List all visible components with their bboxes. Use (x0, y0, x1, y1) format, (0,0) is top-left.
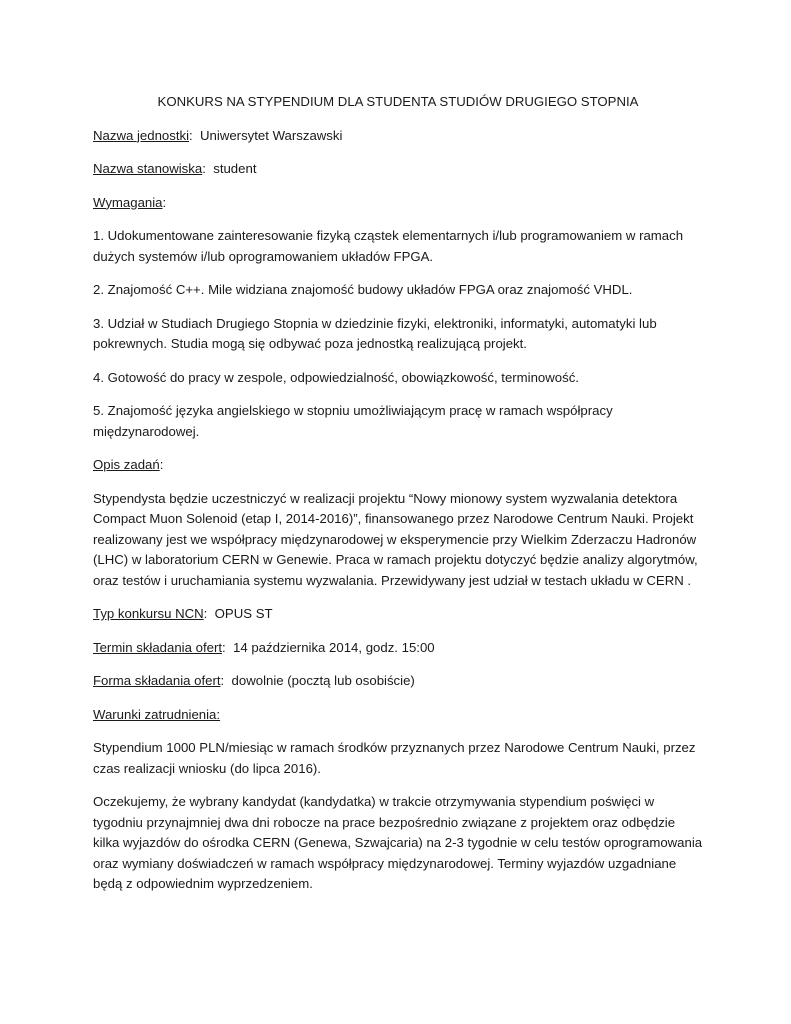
competition-type-line: Typ konkursu NCN: OPUS ST (93, 606, 273, 621)
requirements-heading: Wymagania: (93, 194, 167, 210)
unit-value: Uniwersytet Warszawski (200, 127, 343, 143)
requirement-item-5: 5. Znajomość języka angielskiego w stopniu umożliwiającym pracę w ramach współpracy międzynarodowej. (93, 403, 613, 439)
submission-form-label: Forma składania ofert (93, 673, 221, 688)
deadline-line: Termin składania ofert: 14 października 2014, godz. 15:00 (93, 639, 435, 655)
position-value: student (213, 161, 257, 176)
tasks-label: Opis zadań (93, 457, 160, 472)
requirement-item-2: 2. Znajomość C++. Mile widziana znajomość budowy układów FPGA oraz znajomość VHDL. (93, 282, 633, 297)
employment-label: Warunki zatrudnienia: (93, 706, 221, 722)
tasks-text: Stypendysta będzie uczestniczyć w realizacji projektu “Nowy mionowy system wyzwalania detektora Compact Muon Solenoid (etap I, 2014-2016)”, finansowanego przez Narodowe Centrum Nauki. Projekt realizowany jest we współpracy międzynarodowej w eksperymencie przy Wielkim Zderzaczu Hadronów (LHC) w laboratorium CERN w Genewie. Praca w ramach projektu dotyczyć będzie analizy algorytmów, oraz testów i uruchamiania systemu wyzwalania. Przewidywany jest udział w testach układu w CERN . (93, 490, 698, 588)
requirement-item-1: 1. Udokumentowane zainteresowanie fizyką cząstek elementarnych i/lub programowaniem w ramach dużych systemów i/lub oprogramowaniem układów FPGA. (93, 228, 684, 264)
deadline-value: 14 października 2014, godz. 15:00 (233, 639, 435, 655)
unit-label: Nazwa jednostki (93, 127, 190, 143)
document-title: KONKURS NA STYPENDIUM DLA STUDENTA STUDIÓW DRUGIEGO STOPNIA (157, 94, 639, 109)
position-line: Nazwa stanowiska: student (93, 161, 257, 176)
employment-stipend: Stypendium 1000 PLN/miesiąc w ramach środków przyznanych przez Narodowe Centrum Nauki, przez czas realizacji wniosku (do lipca 2016). (93, 740, 696, 776)
employment-expectations: Oczekujemy, że wybrany kandydat (kandydatka) w trakcie otrzymywania stypendium poświęci w tygodniu przynajmniej dwa dni robocze na prace bezpośrednio związane z projektem oraz odbędzie kilka wyjazdów do ośrodka CERN (Genewa, Szwajcaria) na 2-3 tygodnie w celu testów oprogramowania oraz wymiany doświadczeń w ramach współpracy międzynarodowej. Terminy wyjazdów uzgadniane będą z odpowiednim wyprzedzeniem. (93, 794, 703, 891)
submission-form-value: dowolnie (pocztą lub osobiście) (231, 673, 415, 688)
tasks-heading: Opis zadań: (93, 457, 164, 472)
requirement-item-4: 4. Gotowość do pracy w zespole, odpowiedzialność, obowiązkowość, terminowość. (93, 369, 579, 385)
submission-form-line: Forma składania ofert: dowolnie (pocztą lub osobiście) (93, 673, 415, 688)
competition-type-value: OPUS ST (214, 606, 273, 621)
deadline-label: Termin składania ofert (93, 639, 223, 655)
requirement-item-3: 3. Udział w Studiach Drugiego Stopnia w dziedzinie fizyki, elektroniki, informatyki, automatyki lub pokrewnych. Studia mogą się odbywać poza jednostką realizującą projekt. (93, 315, 657, 351)
competition-type-label: Typ konkursu NCN (93, 606, 204, 621)
employment-heading (93, 705, 703, 726)
position-label: Nazwa stanowiska (93, 161, 203, 176)
requirements-label: Wymagania (93, 194, 163, 210)
document-body (93, 92, 703, 908)
unit-line: Nazwa jednostki: Uniwersytet Warszawski (93, 127, 343, 143)
